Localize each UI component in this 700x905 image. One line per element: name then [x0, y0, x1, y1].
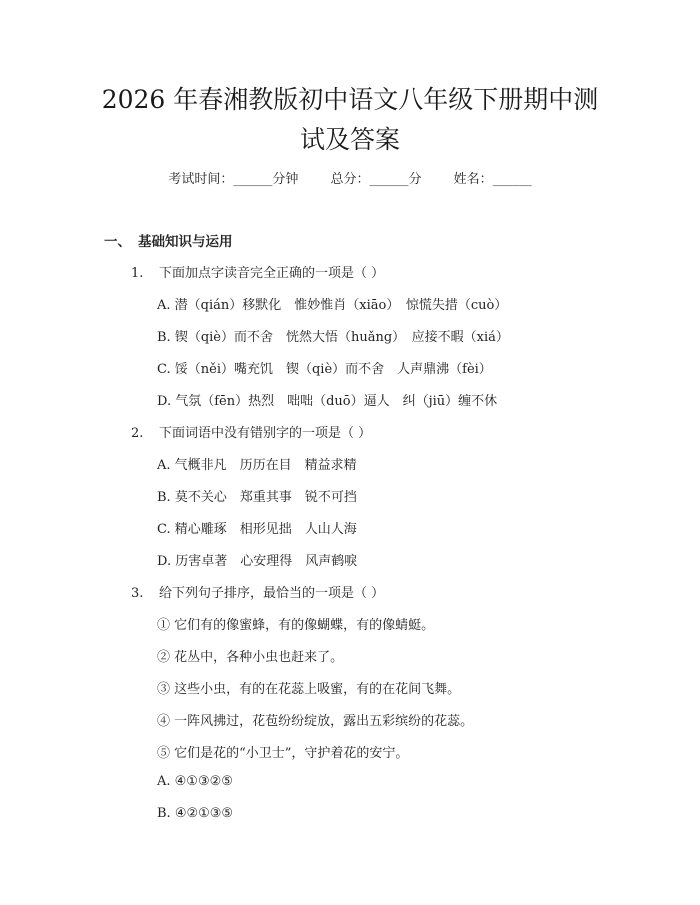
question-number: 2. — [131, 426, 144, 441]
q2-option-a: A. 气概非凡 历历在目 精益求精 — [157, 458, 357, 473]
q3-option-a: A. ④①③②⑤ — [157, 774, 233, 789]
q3-option-b: B. ④②①③⑤ — [157, 806, 234, 821]
question-1 — [131, 262, 384, 281]
title-line-1: 2026 年春湘教版初中语文八年级下册期中测 — [101, 85, 599, 114]
q3-sentence-3: ③ 这些小虫，有的在花蕊上吸蜜，有的在花间飞舞。 — [157, 682, 461, 697]
q2-option-d: D. 历害卓著 心安理得 风声鹤唳 — [157, 554, 358, 569]
question-2 — [131, 422, 371, 441]
q1-option-d: D. 气氛（fēn）热烈 咄咄（duō）逼人 纠（jiū）缠不休 — [157, 394, 498, 409]
exam-info — [0, 168, 700, 187]
q2-option-c: C. 精心雕琢 相形见拙 人山人海 — [157, 522, 357, 537]
section-number: 一、 — [104, 234, 131, 250]
question-text: 下面词语中没有错别字的一项是（ ） — [159, 426, 372, 441]
question-number: 3. — [131, 586, 144, 601]
q2-option-b: B. 莫不关心 郑重其事 锐不可挡 — [157, 490, 357, 505]
q3-sentence-4: ④ 一阵风拂过，花苞纷纷绽放，露出五彩缤纷的花蕊。 — [157, 714, 474, 729]
title-line-2: 试及答案 — [299, 125, 400, 154]
question-text: 下面加点字读音完全正确的一项是（ ） — [159, 266, 385, 281]
exam-time: 考试时间：______分钟 — [168, 172, 299, 187]
question-number: 1. — [131, 266, 144, 281]
q3-sentence-2: ② 花丛中，各种小虫也赶来了。 — [157, 650, 344, 665]
section-title: 基础知识与运用 — [138, 234, 233, 250]
q1-option-a: A. 潜（qián）移默化 惟妙惟肖（xiāo） 惊慌失措（cuò） — [157, 298, 508, 313]
section-heading — [104, 230, 233, 250]
q3-sentence-5: ⑤ 它们是花的“小卫士”，守护着花的安宁。 — [157, 746, 409, 761]
q1-option-b: B. 锲（qiè）而不舍 恍然大悟（huǎng） 应接不暇（xiá） — [157, 330, 509, 345]
question-3 — [131, 582, 384, 601]
total-score: 总分：______分 — [330, 172, 422, 187]
student-name: 姓名：______ — [453, 172, 532, 187]
page-title — [60, 80, 640, 160]
question-text: 给下列句子排序，最恰当的一项是（ ） — [159, 586, 385, 601]
q1-option-c: C. 馁（něi）嘴充饥 锲（qiè）而不舍 人声鼎沸（fèi） — [157, 362, 492, 377]
q3-sentence-1: ① 它们有的像蜜蜂，有的像蝴蝶，有的像蜻蜓。 — [157, 618, 435, 633]
